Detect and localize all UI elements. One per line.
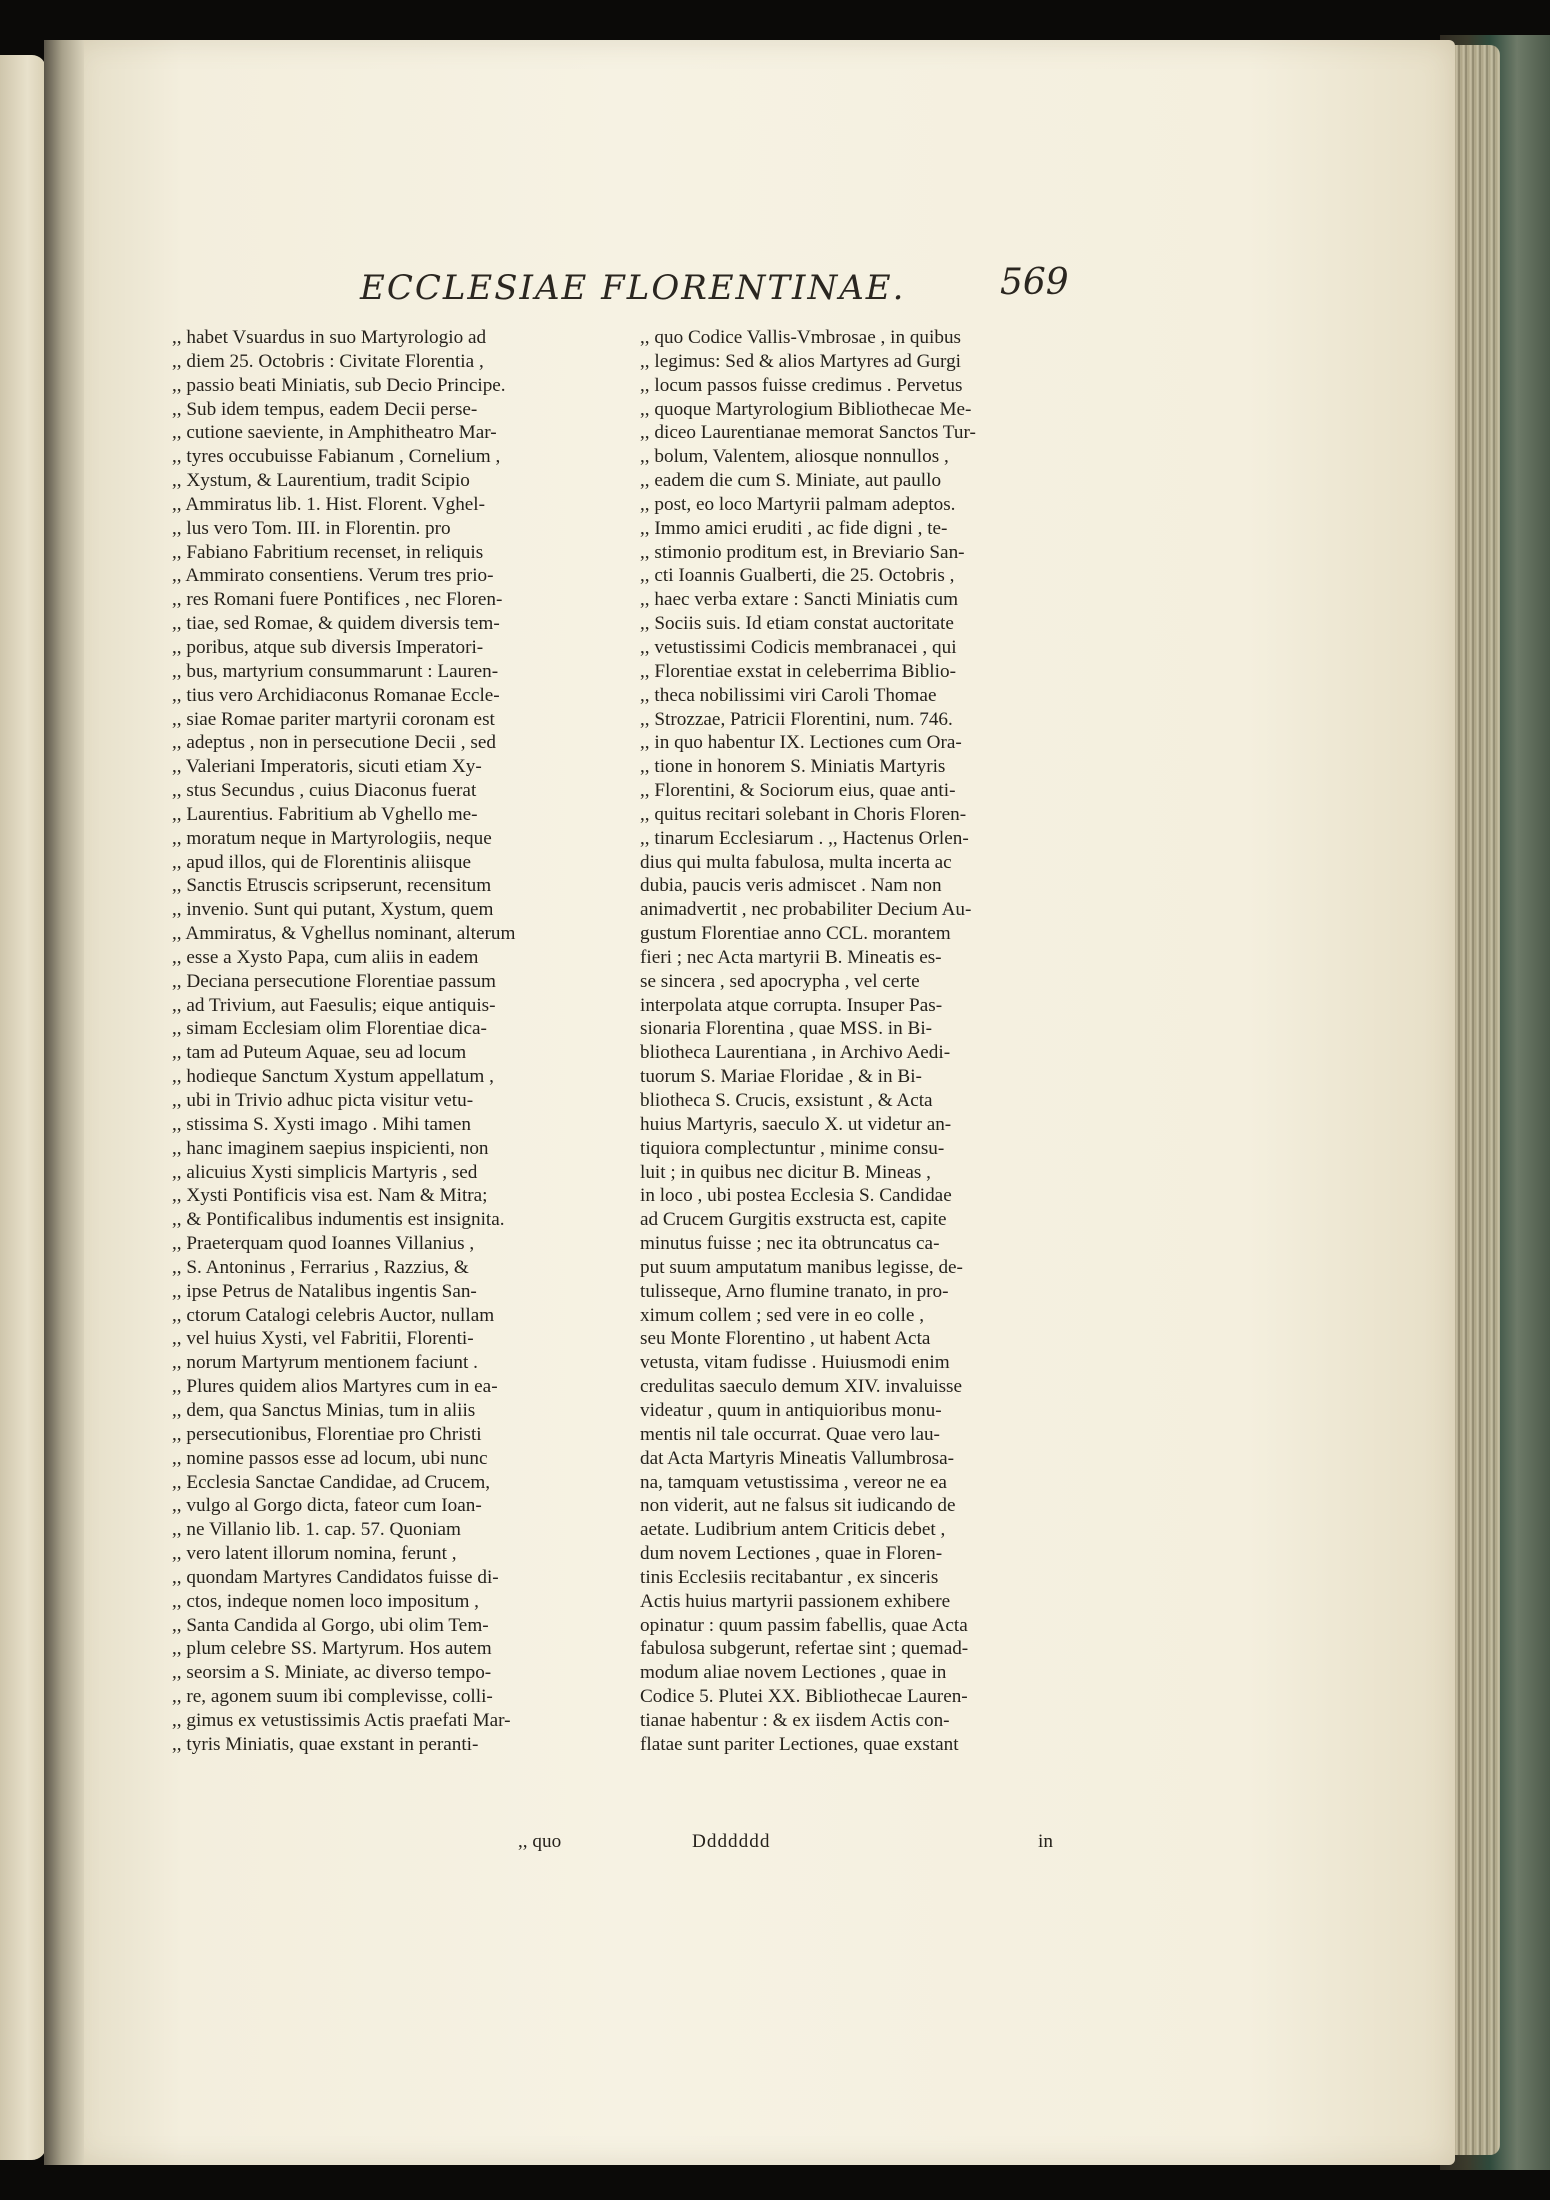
text-line: ,, quondam Martyres Candidatos fuisse di- xyxy=(172,1566,499,1588)
text-line: ,, Florentini, & Sociorum eius, quae anti- xyxy=(640,780,956,802)
text-line: modum aliae novem Lectiones , quae in xyxy=(640,1662,947,1684)
text-line: animadvertit , nec probabiliter Decium Au- xyxy=(640,899,972,921)
text-line: ,, moratum neque in Martyrologiis, neque xyxy=(172,827,492,849)
text-line: huius Martyris, saeculo X. ut videtur an- xyxy=(640,1113,952,1135)
text-line: ,, passio beati Miniatis, sub Decio Principe. xyxy=(172,374,506,396)
text-line: tiquiora complectuntur , minime consu- xyxy=(640,1137,945,1159)
text-line: ,, seorsim a S. Miniate, ac diverso tempo- xyxy=(172,1662,492,1684)
text-line: ,, tius vero Archidiaconus Romanae Eccle- xyxy=(172,684,500,706)
text-line: ,, invenio. Sunt qui putant, Xystum, quem xyxy=(172,899,494,921)
text-line: ,, simam Ecclesiam olim Florentiae dica- xyxy=(172,1018,487,1040)
previous-page-edge xyxy=(0,55,46,2160)
text-line: ,, vero latent illorum nomina, ferunt , xyxy=(172,1543,457,1565)
text-line: bliotheca Laurentiana , in Archivo Aedi- xyxy=(640,1042,951,1064)
text-line: Codice 5. Plutei XX. Bibliothecae Lauren- xyxy=(640,1686,968,1708)
text-line: ,, quo Codice Vallis-Vmbrosae , in quibus xyxy=(640,327,962,348)
running-title: ECCLESIAE FLORENTINAE. xyxy=(360,268,906,308)
text-line: mentis nil tale occurrat. Quae vero lau- xyxy=(640,1423,940,1445)
text-line: ,, Deciana persecutione Florentiae passum xyxy=(172,970,496,992)
text-line: dius qui multa fabulosa, multa incerta ac xyxy=(640,851,952,873)
catchword-right: in xyxy=(1038,1831,1053,1852)
text-line: opinatur : quum passim fabellis, quae Acta xyxy=(640,1614,968,1636)
text-line: tulisseque, Arno flumine tranato, in pro- xyxy=(640,1280,949,1302)
text-line: ,, ne Villanio lib. 1. cap. 57. Quoniam xyxy=(172,1519,461,1541)
text-line: ,, vetustissimi Codicis membranacei , qui xyxy=(640,636,957,658)
text-line: ,, post, eo loco Martyrii palmam adeptos. xyxy=(640,493,956,515)
signature-mark: Ddddddd xyxy=(692,1831,771,1852)
text-line: sionaria Florentina , quae MSS. in Bi- xyxy=(640,1018,933,1040)
text-line: dat Acta Martyris Mineatis Vallumbrosa- xyxy=(640,1447,955,1469)
text-line: ,, ad Trivium, aut Faesulis; eique antiquis- xyxy=(172,994,496,1016)
text-line: ,, norum Martyrum mentionem faciunt . xyxy=(172,1352,478,1374)
text-line: interpolata atque corrupta. Insuper Pas- xyxy=(640,994,943,1016)
text-line: ,, apud illos, qui de Florentinis aliisque xyxy=(172,851,471,873)
text-line: ,, legimus: Sed & alios Martyres ad Gurgi xyxy=(640,350,961,372)
text-line: ,, diceo Laurentianae memorat Sanctos Tur- xyxy=(640,422,976,444)
text-line: ,, locum passos fuisse credimus . Pervetus xyxy=(640,374,963,396)
text-line: ,, Valeriani Imperatoris, sicuti etiam Xy- xyxy=(172,756,482,778)
text-line: ,, tiae, sed Romae, & quidem diversis tem- xyxy=(172,613,500,635)
text-line: seu Monte Florentino , ut habent Acta xyxy=(640,1328,931,1350)
text-line: ,, Xysti Pontificis visa est. Nam & Mitra; xyxy=(172,1185,488,1207)
text-line: ,, ipse Petrus de Natalibus ingentis San- xyxy=(172,1280,477,1302)
text-line: ,, ubi in Trivio adhuc picta visitur vetu- xyxy=(172,1090,474,1111)
text-line: dum novem Lectiones , quae in Floren- xyxy=(640,1543,943,1565)
text-line: ,, Ammiratus lib. 1. Hist. Florent. Vghel- xyxy=(172,493,486,515)
text-line: ,, tyris Miniatis, quae exstant in peranti- xyxy=(172,1733,479,1755)
text-line: ,, re, agonem suum ibi complevisse, colli- xyxy=(172,1686,493,1708)
text-line: ,, Strozzae, Patricii Florentini, num. 746. xyxy=(640,708,953,730)
text-line: ,, vulgo al Gorgo dicta, fateor cum Ioan- xyxy=(172,1495,482,1517)
text-line: ,, tinarum Ecclesiarum . ,, Hactenus Orlen- xyxy=(640,827,969,849)
left-text-column xyxy=(172,326,612,1757)
catchword-left: ,, quo xyxy=(518,1831,562,1852)
text-line: na, tamquam vetustissima , vereor ne ea xyxy=(640,1471,947,1493)
text-line: fieri ; nec Acta martyrii B. Mineatis es- xyxy=(640,946,942,968)
text-line: ,, Ecclesia Sanctae Candidae, ad Crucem, xyxy=(172,1471,491,1493)
text-line: bliotheca S. Crucis, exsistunt , & Acta xyxy=(640,1090,933,1111)
text-line: ,, stus Secundus , cuius Diaconus fuerat xyxy=(172,780,477,802)
text-line: ,, S. Antoninus , Ferrarius , Razzius, & xyxy=(172,1256,469,1278)
text-line: ,, Sanctis Etruscis scripserunt, recensitum xyxy=(172,875,492,897)
text-line: ,, & Pontificalibus indumentis est insignita. xyxy=(172,1209,505,1231)
text-line: ,, Santa Candida al Gorgo, ubi olim Tem- xyxy=(172,1614,489,1636)
text-line: ,, hanc imaginem saepius inspicienti, non xyxy=(172,1137,489,1159)
text-line: gustum Florentiae anno CCL. morantem xyxy=(640,923,951,945)
text-line: luit ; in quibus nec dicitur B. Mineas , xyxy=(640,1161,931,1183)
text-line: ,, diem 25. Octobris : Civitate Florentia , xyxy=(172,350,484,372)
text-line: put suum amputatum manibus legisse, de- xyxy=(640,1256,963,1278)
text-line: ,, Laurentius. Fabritium ab Vghello me- xyxy=(172,803,478,825)
text-line: ,, Ammirato consentiens. Verum tres prio- xyxy=(172,565,494,587)
text-line: ,, res Romani fuere Pontifices , nec Floren- xyxy=(172,589,503,611)
book-gutter xyxy=(44,40,84,2165)
text-line: ,, gimus ex vetustissimis Actis praefati Mar- xyxy=(172,1709,511,1731)
text-line: ,, quoque Martyrologium Bibliothecae Me- xyxy=(640,398,972,420)
text-line: in loco , ubi postea Ecclesia S. Candidae xyxy=(640,1185,952,1207)
text-line: ,, dem, qua Sanctus Minias, tum in aliis xyxy=(172,1399,476,1421)
text-line: ,, esse a Xysto Papa, cum aliis in eadem xyxy=(172,946,479,968)
text-line: ,, alicuius Xysti simplicis Martyris , sed xyxy=(172,1161,478,1183)
text-line: ,, theca nobilissimi viri Caroli Thomae xyxy=(640,684,937,706)
text-line: ,, cti Ioannis Gualberti, die 25. Octobris , xyxy=(640,565,955,587)
text-line: ,, cutione saeviente, in Amphitheatro Mar- xyxy=(172,422,497,444)
text-line: ,, tyres occubuisse Fabianum , Cornelium , xyxy=(172,446,501,468)
text-line: flatae sunt pariter Lectiones, quae exstant xyxy=(640,1733,959,1755)
text-line: fabulosa subgerunt, refertae sint ; quemad- xyxy=(640,1638,969,1660)
text-line: ,, Sociis suis. Id etiam constat auctoritate xyxy=(640,613,954,635)
text-line: ,, quitus recitari solebant in Choris Floren- xyxy=(640,803,967,825)
text-line: ,, Xystum, & Laurentium, tradit Scipio xyxy=(172,470,470,492)
text-line: ,, Praeterquam quod Ioannes Villanius , xyxy=(172,1233,475,1255)
text-line: ,, adeptus , non in persecutione Decii , sed xyxy=(172,732,496,754)
text-line: ,, poribus, atque sub diversis Imperatori- xyxy=(172,636,484,658)
text-line: ,, Florentiae exstat in celeberrima Biblio- xyxy=(640,660,956,682)
text-line: ,, lus vero Tom. III. in Florentin. pro xyxy=(172,517,451,539)
text-line: videatur , quum in antiquioribus monu- xyxy=(640,1399,942,1421)
text-line: ,, stimonio proditum est, in Breviario San- xyxy=(640,541,965,563)
text-line: tianae habentur : & ex iisdem Actis con- xyxy=(640,1709,950,1731)
text-line: ,, ctos, indeque nomen loco impositum , xyxy=(172,1590,479,1612)
text-line: credulitas saeculo demum XIV. invaluisse xyxy=(640,1376,963,1398)
right-text-column xyxy=(640,326,1090,1757)
text-line: ,, in quo habentur IX. Lectiones cum Ora- xyxy=(640,732,962,754)
text-line: ,, vel huius Xysti, vel Fabritii, Florenti- xyxy=(172,1328,474,1350)
text-line: ,, stissima S. Xysti imago . Mihi tamen xyxy=(172,1113,472,1135)
text-line: ,, persecutionibus, Florentiae pro Christi xyxy=(172,1423,482,1445)
text-line: ,, Plures quidem alios Martyres cum in ea- xyxy=(172,1376,498,1398)
text-line: se sincera , sed apocrypha , vel certe xyxy=(640,970,920,992)
text-line: minutus fuisse ; nec ita obtruncatus ca- xyxy=(640,1233,940,1255)
text-line: ,, bus, martyrium consummarunt : Lauren- xyxy=(172,660,499,682)
text-line: ximum collem ; sed vere in eo colle , xyxy=(640,1304,924,1326)
text-line: ,, hodieque Sanctum Xystum appellatum , xyxy=(172,1066,494,1088)
text-line: ,, eadem die cum S. Miniate, aut paullo xyxy=(640,470,942,492)
text-line: ,, bolum, Valentem, aliosque nonnullos , xyxy=(640,446,949,468)
text-line: ,, Immo amici eruditi , ac fide digni , te- xyxy=(640,517,948,539)
text-line: ,, ctorum Catalogi celebris Auctor, nullam xyxy=(172,1304,495,1326)
page-number: 569 xyxy=(1000,262,1069,303)
text-line: ,, plum celebre SS. Martyrum. Hos autem xyxy=(172,1638,492,1660)
text-line: ,, habet Vsuardus in suo Martyrologio ad xyxy=(172,327,487,348)
text-line: ,, Sub idem tempus, eadem Decii perse- xyxy=(172,398,478,420)
text-line: ad Crucem Gurgitis exstructa est, capite xyxy=(640,1209,947,1231)
text-line: vetusta, vitam fudisse . Huiusmodi enim xyxy=(640,1352,950,1374)
text-line: ,, siae Romae pariter martyrii coronam est xyxy=(172,708,495,730)
text-line: ,, nomine passos esse ad locum, ubi nunc xyxy=(172,1447,488,1469)
text-line: tuorum S. Mariae Floridae , & in Bi- xyxy=(640,1066,922,1088)
text-line: aetate. Ludibrium antem Criticis debet , xyxy=(640,1519,946,1541)
text-line: ,, Fabiano Fabritium recenset, in reliquis xyxy=(172,541,484,563)
text-line: ,, Ammiratus, & Vghellus nominant, alterum xyxy=(172,923,516,945)
text-line: ,, tione in honorem S. Miniatis Martyris xyxy=(640,756,946,778)
text-line: Actis huius martyrii passionem exhibere xyxy=(640,1590,951,1612)
text-line: ,, tam ad Puteum Aquae, seu ad locum xyxy=(172,1042,467,1064)
text-line: dubia, paucis veris admiscet . Nam non xyxy=(640,875,942,897)
text-line: non viderit, aut ne falsus sit iudicando de xyxy=(640,1495,956,1517)
text-line: ,, haec verba extare : Sancti Miniatis cum xyxy=(640,589,959,611)
text-line: tinis Ecclesiis recitabantur , ex sinceris xyxy=(640,1566,939,1588)
